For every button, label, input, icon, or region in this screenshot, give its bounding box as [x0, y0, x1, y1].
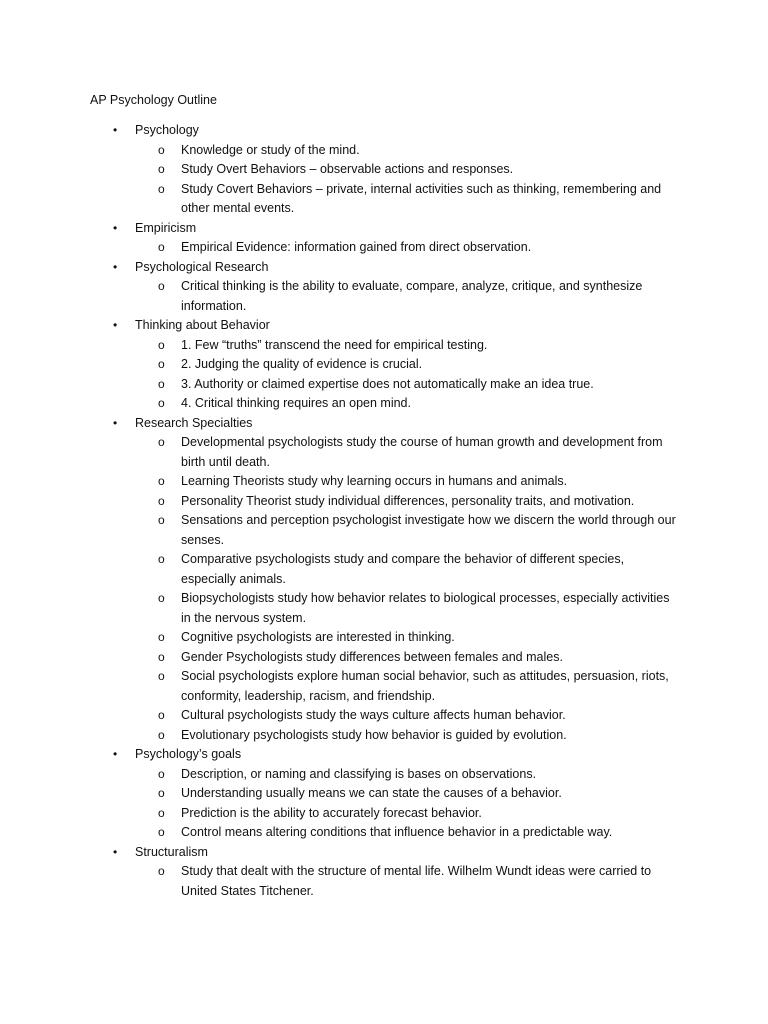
sub-bullet-icon: o	[158, 552, 165, 566]
sub-bullet-icon: o	[158, 142, 165, 157]
sub-item-text: Social psychologists explore human social behavior, such as attitudes, persuasion, riots, conformity, leadership, racism, and friendship.	[181, 669, 669, 703]
sub-bullet-icon: o	[158, 396, 165, 410]
outline-section	[0, 121, 768, 219]
sub-list	[0, 238, 768, 258]
sub-item	[0, 862, 681, 901]
sub-item	[0, 277, 681, 316]
sub-bullet-icon: o	[158, 786, 165, 800]
sub-item-text: Gender Psychologists study differences between females and males.	[181, 649, 563, 664]
sub-item-text: Cultural psychologists study the ways culture affects human behavior.	[181, 708, 566, 722]
sub-bullet-icon: o	[158, 162, 165, 176]
bullet-icon: •	[113, 747, 118, 761]
sub-item-text: Biopsychologists study how behavior relates to biological processes, especially activities in the nervous system.	[181, 591, 670, 625]
sub-item	[0, 823, 681, 843]
sub-item-text: Study Overt Behaviors – observable actions and responses.	[181, 162, 514, 176]
sub-bullet-icon: o	[158, 649, 165, 664]
outline-section	[0, 843, 768, 902]
sub-item	[0, 375, 681, 395]
outline-section	[0, 258, 768, 317]
sub-bullet-icon: o	[158, 435, 165, 449]
sub-item	[0, 160, 681, 180]
sub-item	[0, 628, 681, 648]
section-heading	[0, 316, 768, 336]
bullet-icon: •	[113, 123, 118, 137]
sub-item-text: Description, or naming and classifying is bases on observations.	[181, 766, 537, 781]
section-heading	[0, 843, 768, 863]
sub-item-text: Control means altering conditions that influence behavior in a predictable way.	[181, 825, 613, 839]
sub-item	[0, 433, 681, 472]
sub-item	[0, 589, 681, 628]
sub-item-text: Comparative psychologists study and compare the behavior of different species, especially animals.	[181, 552, 625, 586]
section-label: Thinking about Behavior	[135, 318, 270, 332]
bullet-icon: •	[113, 220, 118, 235]
bullet-icon: •	[113, 844, 118, 859]
section-label: Psychology’s goals	[135, 747, 242, 761]
section-heading	[0, 745, 768, 765]
sub-item-text: Knowledge or study of the mind.	[181, 142, 360, 157]
sub-list	[0, 765, 768, 843]
sub-bullet-icon: o	[158, 181, 165, 196]
sub-bullet-icon: o	[158, 376, 165, 391]
sub-item-text: Developmental psychologists study the course of human growth and development from birth until death.	[181, 435, 663, 469]
sub-bullet-icon: o	[158, 337, 165, 352]
sub-item-text: Cognitive psychologists are interested in thinking.	[181, 630, 455, 644]
outline-section	[0, 745, 768, 843]
sub-bullet-icon: o	[158, 591, 165, 605]
sub-item-text: 1. Few “truths” transcend the need for empirical testing.	[181, 337, 488, 352]
sub-bullet-icon: o	[158, 825, 165, 839]
outline-section	[0, 414, 768, 746]
section-heading	[0, 121, 768, 141]
sub-item-text: Prediction is the ability to accurately forecast behavior.	[181, 805, 482, 820]
sub-item	[0, 355, 681, 375]
sub-bullet-icon: o	[158, 240, 165, 254]
sub-item	[0, 238, 681, 258]
sub-list	[0, 862, 768, 901]
sub-item-text: Study that dealt with the structure of mental life. Wilhelm Wundt ideas were carried to United States Titchener.	[181, 864, 652, 898]
sub-list	[0, 141, 768, 219]
bullet-icon: •	[113, 259, 118, 274]
sub-item-text: 4. Critical thinking requires an open mind.	[181, 396, 411, 410]
sub-item-text: Study Covert Behaviors – private, internal activities such as thinking, remembering and other mental events.	[181, 181, 662, 215]
section-heading	[0, 258, 768, 278]
sub-item	[0, 804, 681, 824]
sub-bullet-icon: o	[158, 727, 165, 742]
sub-list	[0, 277, 768, 316]
section-label: Research Specialties	[135, 415, 253, 430]
sub-bullet-icon: o	[158, 474, 165, 488]
section-heading	[0, 219, 768, 239]
sub-item-text: Personality Theorist study individual differences, personality traits, and motivation.	[181, 493, 635, 508]
outline-list	[0, 121, 768, 901]
sub-item-text: 2. Judging the quality of evidence is crucial.	[181, 357, 423, 371]
sub-item	[0, 492, 681, 512]
sub-bullet-icon: o	[158, 669, 165, 683]
outline-section	[0, 219, 768, 258]
section-heading	[0, 414, 768, 434]
sub-bullet-icon: o	[158, 493, 165, 508]
sub-item-text: Understanding usually means we can state the causes of a behavior.	[181, 786, 562, 800]
sub-bullet-icon: o	[158, 630, 165, 644]
section-label: Empiricism	[135, 220, 197, 235]
sub-item-text: Evolutionary psychologists study how behavior is guided by evolution.	[181, 727, 567, 742]
bullet-icon: •	[113, 415, 118, 430]
sub-item	[0, 180, 681, 219]
outline-section	[0, 316, 768, 414]
sub-bullet-icon: o	[158, 766, 165, 781]
sub-bullet-icon: o	[158, 708, 165, 722]
sub-item	[0, 511, 681, 550]
sub-bullet-icon: o	[158, 357, 165, 371]
sub-item-text: Learning Theorists study why learning occurs in humans and animals.	[181, 474, 568, 488]
sub-item	[0, 648, 681, 668]
sub-bullet-icon: o	[158, 805, 165, 820]
sub-item	[0, 726, 681, 746]
sub-list	[0, 336, 768, 414]
sub-list	[0, 433, 768, 745]
sub-item	[0, 336, 681, 356]
sub-item	[0, 550, 681, 589]
document-title: AP Psychology Outline	[90, 93, 217, 107]
sub-item-text: 3. Authority or claimed expertise does not automatically make an idea true.	[181, 376, 594, 391]
sub-item	[0, 472, 681, 492]
sub-item	[0, 706, 681, 726]
sub-item	[0, 765, 681, 785]
sub-item	[0, 784, 681, 804]
bullet-icon: •	[113, 318, 118, 332]
sub-item	[0, 394, 681, 414]
sub-item-text: Critical thinking is the ability to evaluate, compare, analyze, critique, and synthesize information.	[181, 279, 643, 313]
sub-item-text: Sensations and perception psychologist investigate how we discern the world through our senses.	[181, 513, 676, 547]
sub-item	[0, 141, 681, 161]
sub-item-text: Empirical Evidence: information gained from direct observation.	[181, 240, 532, 254]
sub-bullet-icon: o	[158, 864, 165, 878]
section-label: Psychology	[135, 123, 199, 137]
sub-bullet-icon: o	[158, 279, 165, 293]
sub-item	[0, 667, 681, 706]
section-label: Psychological Research	[135, 259, 269, 274]
section-label: Structuralism	[135, 844, 208, 859]
sub-bullet-icon: o	[158, 513, 165, 527]
